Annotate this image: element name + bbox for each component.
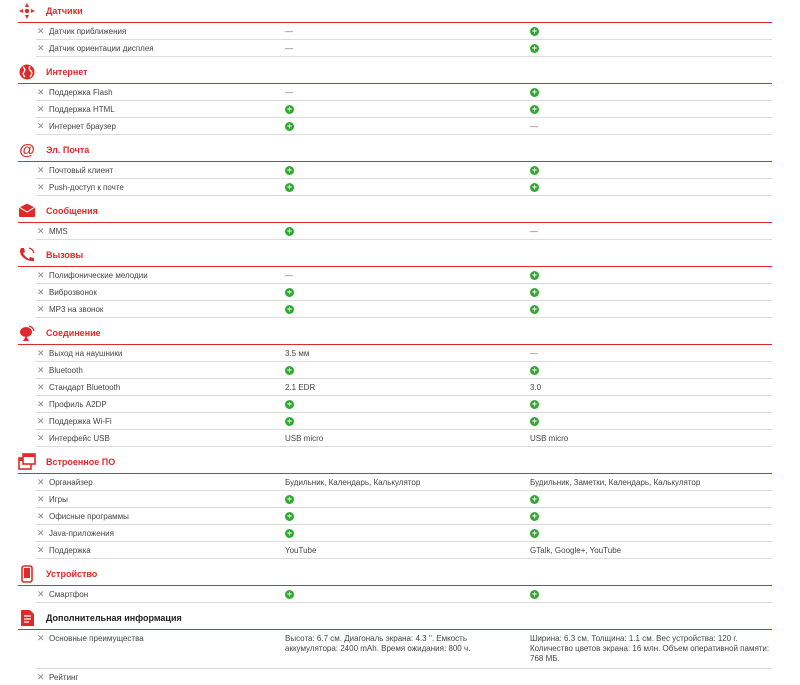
remove-icon[interactable]: ✕ — [37, 348, 45, 358]
phone-icon — [18, 246, 36, 264]
phone-a-value: 2.1 EDR — [285, 383, 316, 392]
table-row — [36, 40, 772, 57]
smartphone-icon — [18, 565, 36, 583]
feature-name: Поддержка — [49, 546, 91, 555]
table-row — [36, 630, 772, 669]
phone-b-value — [530, 590, 770, 599]
check-plus-icon: + — [286, 165, 293, 175]
windows-icon — [18, 453, 36, 471]
dash-icon: — — [530, 122, 538, 131]
phone-b-value — [530, 349, 770, 358]
section-header — [18, 139, 772, 162]
remove-icon[interactable]: ✕ — [37, 104, 45, 114]
table-row — [36, 491, 772, 508]
phone-b-value — [530, 400, 770, 409]
section-title: Встроенное ПО — [46, 457, 116, 467]
section-header — [18, 244, 772, 267]
check-plus-icon: + — [531, 511, 538, 521]
phone-a-value — [285, 166, 515, 175]
dash-icon: — — [285, 27, 293, 36]
feature-name: Смартфон — [49, 590, 89, 599]
phone-b-value: GTalk, Google+, YouTube — [530, 546, 622, 555]
phone-a-value — [285, 122, 515, 131]
check-plus-icon: + — [531, 416, 538, 426]
section-header — [18, 200, 772, 223]
table-row — [36, 23, 772, 40]
section-title: Интернет — [46, 67, 88, 77]
table-row — [36, 223, 772, 240]
feature-name: Профиль A2DP — [49, 400, 107, 409]
table-row — [36, 474, 772, 491]
dash-icon: — — [285, 88, 293, 97]
phone-a-value: USB micro — [285, 434, 324, 443]
feature-name: Java-приложения — [49, 529, 114, 538]
phone-a-value — [285, 183, 515, 192]
dash-icon: — — [285, 44, 293, 53]
dash-icon: — — [530, 227, 538, 236]
table-row — [36, 162, 772, 179]
table-row — [36, 542, 772, 559]
remove-icon[interactable]: ✕ — [37, 433, 45, 443]
check-plus-icon: + — [286, 365, 293, 375]
remove-icon[interactable]: ✕ — [37, 511, 45, 521]
feature-name: Датчик ориентации дисплея — [49, 44, 154, 53]
remove-icon[interactable]: ✕ — [37, 494, 45, 504]
document-icon — [18, 609, 36, 627]
phone-b-value — [530, 288, 770, 297]
remove-icon[interactable]: ✕ — [37, 477, 45, 487]
phone-a-value — [285, 88, 515, 97]
phone-a-value — [285, 227, 515, 236]
phone-b-value — [530, 227, 770, 236]
remove-icon[interactable]: ✕ — [37, 26, 45, 36]
remove-icon[interactable]: ✕ — [37, 633, 45, 643]
section-title: Эл. Почта — [46, 145, 90, 155]
remove-icon[interactable]: ✕ — [37, 545, 45, 555]
check-plus-icon: + — [286, 528, 293, 538]
remove-icon[interactable]: ✕ — [37, 43, 45, 53]
check-plus-icon: + — [286, 121, 293, 131]
envelope-icon — [18, 202, 36, 220]
phone-b-value — [530, 44, 770, 53]
phone-a-value — [285, 512, 515, 521]
feature-name: Поддержка Wi-Fi — [49, 417, 112, 426]
check-plus-icon: + — [531, 287, 538, 297]
table-row — [36, 669, 772, 685]
check-plus-icon: + — [286, 104, 293, 114]
phone-a-value — [285, 105, 515, 114]
remove-icon[interactable]: ✕ — [37, 365, 45, 375]
check-plus-icon: + — [286, 182, 293, 192]
check-plus-icon: + — [286, 304, 293, 314]
phone-b-value — [530, 366, 770, 375]
check-plus-icon: + — [531, 43, 538, 53]
remove-icon[interactable]: ✕ — [37, 165, 45, 175]
table-row — [36, 508, 772, 525]
section-title: Вызовы — [46, 250, 84, 260]
phone-a-value — [285, 529, 515, 538]
phone-a-value — [285, 288, 515, 297]
section-title: Сообщения — [46, 206, 98, 216]
phone-a-value: 3.5 мм — [285, 349, 310, 358]
section-header — [18, 563, 772, 586]
phone-b-value: 3.0 — [530, 383, 542, 392]
feature-name: Основные преимущества — [49, 634, 144, 643]
phone-a-value — [285, 400, 515, 409]
phone-a-value — [285, 590, 515, 599]
phone-b-value: USB micro — [530, 434, 569, 443]
at-icon — [18, 141, 36, 159]
phone-b-value — [530, 183, 770, 192]
remove-icon[interactable]: ✕ — [37, 528, 45, 538]
phone-a-value — [285, 44, 515, 53]
table-row — [36, 84, 772, 101]
phone-b-value — [530, 512, 770, 521]
check-plus-icon: + — [286, 494, 293, 504]
check-plus-icon: + — [531, 26, 538, 36]
feature-name: Bluetooth — [49, 366, 83, 375]
satellite-icon — [18, 324, 36, 342]
check-plus-icon: + — [531, 589, 538, 599]
table-row — [36, 118, 772, 135]
phone-b-value — [530, 166, 770, 175]
phone-b-value — [530, 529, 770, 538]
table-row — [36, 345, 772, 362]
feature-name: Интернет браузер — [49, 122, 116, 131]
phone-a-value: YouTube — [285, 546, 317, 555]
remove-icon[interactable]: ✕ — [37, 672, 45, 682]
remove-icon[interactable]: ✕ — [37, 399, 45, 409]
section-title: Дополнительная информация — [46, 613, 182, 623]
phone-b-value — [530, 305, 770, 314]
section-header — [18, 322, 772, 345]
feature-name: Поддержка Flash — [49, 88, 113, 97]
remove-icon[interactable]: ✕ — [37, 87, 45, 97]
remove-icon[interactable]: ✕ — [37, 226, 45, 236]
feature-name: Офисные программы — [49, 512, 129, 521]
feature-name: Интерфейс USB — [49, 434, 110, 443]
feature-name: Почтовый клиент — [49, 166, 114, 175]
check-plus-icon: + — [531, 365, 538, 375]
check-plus-icon: + — [531, 399, 538, 409]
table-row — [36, 586, 772, 603]
check-plus-icon: + — [531, 182, 538, 192]
section-title: Устройство — [46, 569, 98, 579]
phone-b-value — [530, 122, 770, 131]
remove-icon[interactable]: ✕ — [37, 182, 45, 192]
feature-name: MMS — [49, 227, 68, 236]
feature-name: Виброзвонок — [49, 288, 97, 297]
section-title: Соединение — [46, 328, 101, 338]
remove-icon[interactable]: ✕ — [37, 270, 45, 280]
section-title: Датчики — [46, 6, 83, 16]
feature-name: MP3 на звонок — [49, 305, 104, 314]
check-plus-icon: + — [286, 399, 293, 409]
check-plus-icon: + — [286, 287, 293, 297]
table-row — [36, 413, 772, 430]
section-header — [18, 451, 772, 474]
remove-icon[interactable]: ✕ — [37, 589, 45, 599]
feature-name: Полифонические мелодии — [49, 271, 148, 280]
check-plus-icon: + — [531, 165, 538, 175]
dash-icon: — — [285, 271, 293, 280]
feature-name: Выход на наушники — [49, 349, 123, 358]
remove-icon[interactable]: ✕ — [37, 121, 45, 131]
check-plus-icon: + — [531, 270, 538, 280]
feature-name: Рейтинг — [49, 673, 79, 682]
remove-icon[interactable]: ✕ — [37, 287, 45, 297]
table-row — [36, 179, 772, 196]
phone-b-value — [530, 105, 770, 114]
remove-icon[interactable]: ✕ — [37, 304, 45, 314]
dash-icon: — — [530, 349, 538, 358]
table-row — [36, 267, 772, 284]
remove-icon[interactable]: ✕ — [37, 382, 45, 392]
remove-icon[interactable]: ✕ — [37, 416, 45, 426]
phone-b-value — [530, 417, 770, 426]
check-plus-icon: + — [531, 104, 538, 114]
check-plus-icon: + — [286, 226, 293, 236]
globe-icon — [18, 63, 36, 81]
section-header — [18, 0, 772, 23]
phone-b-value: Будильник, Заметки, Календарь, Калькулятор — [530, 478, 701, 487]
check-plus-icon: + — [286, 416, 293, 426]
table-row — [36, 379, 772, 396]
phone-b-value — [530, 495, 770, 504]
phone-a-value — [285, 417, 515, 426]
check-plus-icon: + — [531, 304, 538, 314]
svg-text:@: @ — [19, 142, 35, 159]
table-row — [36, 362, 772, 379]
phone-b-value: Ширина: 6.3 см. Толщина: 1.1 см. Вес устройства: 120 г. Количество цветов экрана: 16 млн. Объем оперативной памяти: 768 МБ. — [530, 634, 770, 663]
check-plus-icon: + — [531, 528, 538, 538]
feature-name: Стандарт Bluetooth — [49, 383, 121, 392]
phone-b-value — [530, 27, 770, 36]
phone-a-value — [285, 27, 515, 36]
sensor-icon — [18, 2, 36, 20]
phone-a-value — [285, 305, 515, 314]
table-row — [36, 284, 772, 301]
feature-name: Push-доступ к почте — [49, 183, 124, 192]
table-row — [36, 301, 772, 318]
section-header — [18, 607, 772, 630]
phone-a-value: Высота: 6.7 см. Диагональ экрана: 4.3 ''. Емкость аккумулятора: 2400 mAh. Время ожидания: 800 ч. — [285, 634, 471, 653]
phone-b-value — [530, 271, 770, 280]
feature-name: Датчик приближения — [49, 27, 127, 36]
table-row — [36, 430, 772, 447]
phone-a-value — [285, 366, 515, 375]
phone-a-value — [285, 495, 515, 504]
feature-name: Органайзер — [49, 478, 93, 487]
phone-a-value: Будильник, Календарь, Калькулятор — [285, 478, 421, 487]
check-plus-icon: + — [531, 494, 538, 504]
table-row — [36, 525, 772, 542]
check-plus-icon: + — [286, 589, 293, 599]
table-row — [36, 101, 772, 118]
check-plus-icon: + — [531, 87, 538, 97]
phone-b-value — [530, 88, 770, 97]
check-plus-icon: + — [286, 511, 293, 521]
phone-a-value — [285, 271, 515, 280]
feature-name: Игры — [49, 495, 68, 504]
section-header — [18, 61, 772, 84]
table-row — [36, 396, 772, 413]
feature-name: Поддержка HTML — [49, 105, 115, 114]
